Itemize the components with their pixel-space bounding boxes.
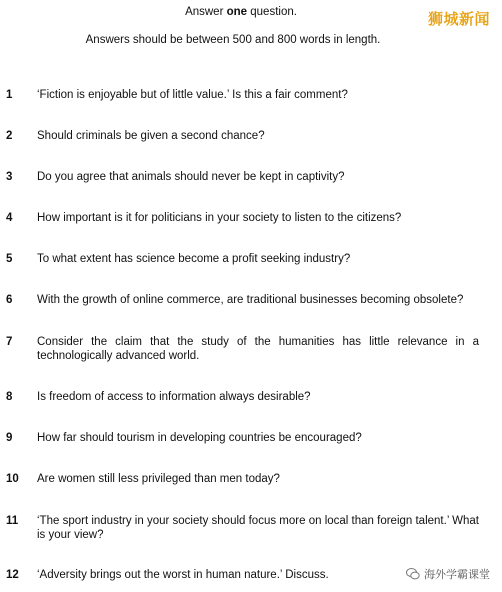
question-number: 4 <box>6 212 13 224</box>
question-text: To what extent has science become a profit seeking industry? <box>37 253 351 265</box>
question-number: 9 <box>6 432 13 444</box>
instruction-pre: Answer <box>185 6 227 18</box>
watermark-bottom-text: 海外学霸课堂 <box>424 569 490 581</box>
question-number: 3 <box>6 171 13 183</box>
question-number: 5 <box>6 253 13 265</box>
instruction-answer-one <box>0 5 492 19</box>
question-number: 12 <box>6 569 19 581</box>
question-number: 7 <box>6 336 13 348</box>
question-number: 8 <box>6 391 13 403</box>
question-number: 11 <box>6 515 19 527</box>
question-number: 10 <box>6 473 19 485</box>
question-text: With the growth of online commerce, are traditional businesses becoming obsolete? <box>37 294 464 306</box>
watermark-bottom <box>406 566 490 582</box>
wechat-icon <box>406 568 420 580</box>
question-text: Are women still less privileged than men today? <box>37 473 280 485</box>
question-number: 6 <box>6 294 13 306</box>
question-text: Is freedom of access to information always desirable? <box>37 391 311 403</box>
question-number: 2 <box>6 130 13 142</box>
instruction-word-count: Answers should be between 500 and 800 words in length. <box>85 34 381 46</box>
instruction-bold: one <box>226 6 248 18</box>
question-text: Do you agree that animals should never be kept in captivity? <box>37 171 345 183</box>
question-text: How important is it for politicians in your society to listen to the citizens? <box>37 212 402 224</box>
question-text: ‘Adversity brings out the worst in human nature.’ Discuss. <box>37 569 329 581</box>
question-text: Consider the claim that the study of the humanities has little relevance in a technologically advanced world. <box>37 336 479 362</box>
question-text: How far should tourism in developing countries be encouraged? <box>37 432 362 444</box>
instruction-post: question. <box>247 6 297 18</box>
question-text: Should criminals be given a second chance? <box>37 130 265 142</box>
question-number: 1 <box>6 89 13 101</box>
question-text: ‘The sport industry in your society should focus more on local than foreign talent.’ What is your view? <box>37 515 479 541</box>
question-text: ‘Fiction is enjoyable but of little value.’ Is this a fair comment? <box>37 89 348 101</box>
watermark-top: 狮城新闻 <box>427 11 490 28</box>
